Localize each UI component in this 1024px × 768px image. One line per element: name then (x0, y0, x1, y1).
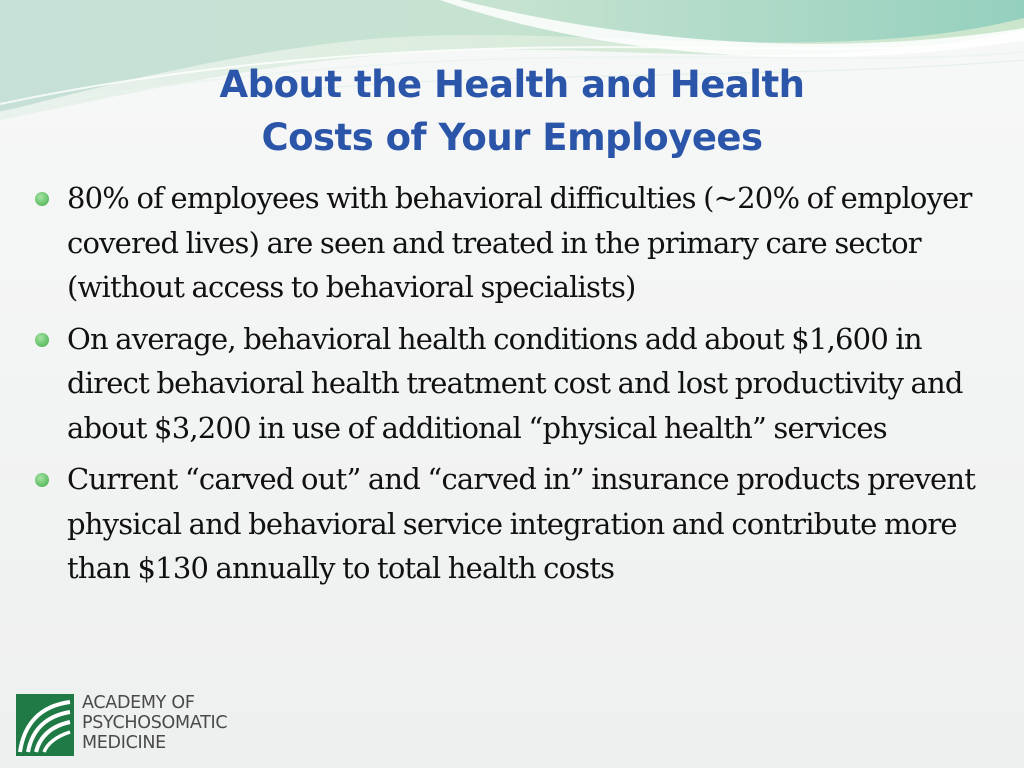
bullet-item (32, 317, 992, 451)
academy-logo (16, 690, 262, 760)
logo-wave-icon (16, 694, 74, 756)
bullet-text: On average, behavioral health conditions add about $1,600 in direct behavioral health treatment cost and lost productivity and about $3,200 in use of additional “physical health” services (67, 321, 963, 445)
bullet-dot-icon (35, 473, 49, 487)
bullet-dot-icon (35, 192, 49, 206)
bullet-list (32, 176, 992, 598)
logo-line-2: PSYCHOSOMATIC (82, 713, 228, 733)
slide-title (0, 58, 1024, 164)
bullet-item (32, 176, 992, 310)
title-line-2: Costs of Your Employees (261, 116, 763, 159)
logo-line-1: ACADEMY OF (82, 693, 195, 713)
bullet-text: 80% of employees with behavioral difficulties (~20% of employer covered lives) are seen and treated in the primary care sector (without access to behavioral specialists) (67, 181, 972, 304)
title-line-1: About the Health and Health (219, 63, 805, 106)
bullet-dot-icon (35, 333, 49, 347)
logo-line-3: MEDICINE (82, 733, 166, 753)
bullet-item (32, 457, 992, 591)
bullet-text: Current “carved out” and “carved in” insurance products prevent physical and behavioral service integration and contribute more than $130 annually to total health costs (67, 462, 976, 585)
logo-text (82, 693, 227, 753)
